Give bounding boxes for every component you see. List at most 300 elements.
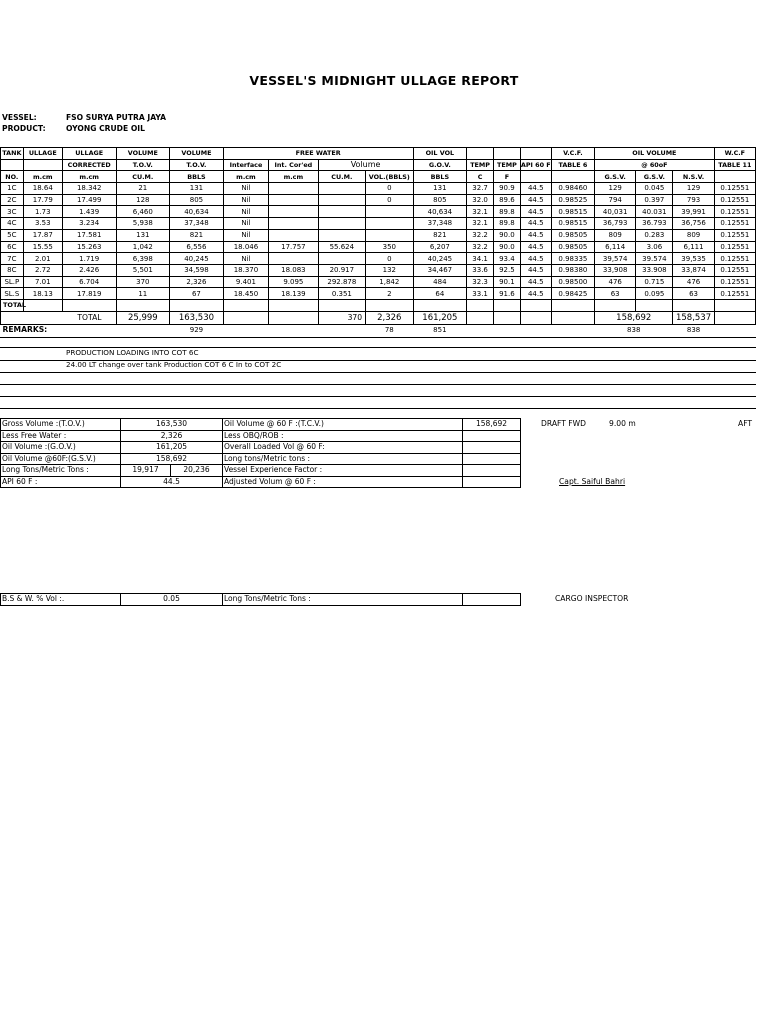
table-cell	[269, 183, 319, 195]
total-fw-bbls: 2,326	[366, 311, 413, 324]
oil-volume-gov-value: 161,205	[121, 442, 223, 454]
remarks-fw: 78	[366, 324, 413, 335]
table-cell: 6,460	[116, 206, 170, 218]
header-row-3	[1, 171, 756, 183]
bsw-value: 0.05	[121, 594, 223, 606]
table-cell: 809	[673, 229, 714, 241]
th-free-water: FREE WATER	[223, 148, 413, 160]
table-cell: 0.98505	[551, 241, 594, 253]
remarks-gov: 851	[413, 324, 467, 335]
table-cell: 809	[595, 229, 636, 241]
bsw-table	[0, 593, 521, 606]
table-cell: 0.12551	[714, 288, 755, 300]
table-cell: 18.64	[23, 183, 62, 195]
table-cell: 20.917	[318, 264, 365, 276]
table-cell: 33.1	[467, 288, 494, 300]
table-cell: 3.53	[23, 218, 62, 230]
table-cell: 793	[673, 194, 714, 206]
table-cell: 40,245	[170, 253, 224, 265]
table-cell: 44.5	[520, 229, 551, 241]
table-cell: 6C	[1, 241, 24, 253]
th-table6: TABLE 6	[551, 159, 594, 171]
th-gsv: G.S.V.	[636, 171, 673, 183]
table-cell: 44.5	[520, 253, 551, 265]
captain-name: Capt. Saiful Bahri	[559, 477, 626, 486]
total-gov: 161,205	[413, 311, 467, 324]
bsw-long-tons-label: Long Tons/Metric Tons :	[223, 594, 463, 606]
table-cell: 89.6	[493, 194, 520, 206]
table-cell: 2,326	[170, 276, 224, 288]
table-cell	[269, 206, 319, 218]
table-cell	[318, 194, 365, 206]
table-cell: 67	[170, 288, 224, 300]
table-cell: 0	[366, 253, 413, 265]
table-cell: 132	[366, 264, 413, 276]
remark-text-2: 24.00 LT change over tank Production COT 6 C In to COT 2C	[66, 360, 282, 369]
metric-tons-value: 20,236	[171, 465, 223, 477]
table-cell: 0.12551	[714, 218, 755, 230]
th-bbls: BBLS	[170, 171, 224, 183]
oil-volume-gov-label: Oil Volume :(G.O.V.)	[1, 442, 121, 454]
table-row	[1, 276, 756, 288]
table-cell: 0.12551	[714, 183, 755, 195]
table-cell: 0.12551	[714, 253, 755, 265]
table-cell: 32.7	[467, 183, 494, 195]
table-cell: 129	[673, 183, 714, 195]
table-row	[1, 288, 756, 300]
table-row	[1, 241, 756, 253]
table-cell: 18.370	[223, 264, 268, 276]
table-cell: 32.1	[467, 218, 494, 230]
table-cell	[318, 218, 365, 230]
table-cell	[269, 253, 319, 265]
long-tons-value	[463, 453, 521, 465]
th-wcf: W.C.F	[714, 148, 755, 160]
th-f: F	[493, 171, 520, 183]
long-tons-label: Long tons/Metric tons :	[223, 453, 463, 465]
table-cell: 44.5	[520, 264, 551, 276]
table-cell: Nil	[223, 194, 268, 206]
api-label: API 60 F :	[1, 476, 121, 488]
remark-line	[0, 337, 756, 338]
table-cell: 0.397	[636, 194, 673, 206]
remark-line	[0, 396, 756, 397]
product-label: PRODUCT:	[2, 124, 46, 133]
th-blank	[467, 148, 494, 160]
less-obq-value	[463, 430, 521, 442]
total-label-row	[1, 299, 756, 311]
overall-loaded-label: Overall Loaded Vol @ 60 F:	[223, 442, 463, 454]
table-cell: 17.581	[62, 229, 116, 241]
table-cell: 9.095	[269, 276, 319, 288]
table-cell: 44.5	[520, 194, 551, 206]
table-cell: 9.401	[223, 276, 268, 288]
vessel-value: FSO SURYA PUTRA JAYA	[66, 113, 167, 122]
vessel-label: VESSEL:	[2, 113, 37, 122]
table-row	[1, 253, 756, 265]
th-tov: T.O.V.	[116, 159, 170, 171]
table-cell: 17.79	[23, 194, 62, 206]
table-cell: 131	[116, 229, 170, 241]
table-cell: 32.2	[467, 229, 494, 241]
table-cell: 0.98460	[551, 183, 594, 195]
th-volume-bbls: VOLUME	[170, 148, 224, 160]
table-cell: 5,501	[116, 264, 170, 276]
table-cell: 6,114	[595, 241, 636, 253]
th-blank	[23, 159, 62, 171]
table-cell: 32.2	[467, 241, 494, 253]
table-cell: 0.351	[318, 288, 365, 300]
table-cell: 33,874	[673, 264, 714, 276]
table-cell	[366, 206, 413, 218]
gross-volume-value: 163,530	[121, 419, 223, 431]
table-cell	[269, 194, 319, 206]
oil-volume-tcv-label: Oil Volume @ 60 F :(T.C.V.)	[223, 419, 463, 431]
table-cell: 90.0	[493, 241, 520, 253]
remarks-gsv: 838	[595, 324, 673, 335]
table-cell: 39,991	[673, 206, 714, 218]
table-cell: 129	[595, 183, 636, 195]
table-cell: 17.757	[269, 241, 319, 253]
table-cell: 0	[366, 194, 413, 206]
table-cell: 0.095	[636, 288, 673, 300]
table-cell: 476	[673, 276, 714, 288]
th-nsv: N.S.V.	[673, 171, 714, 183]
remarks-label: REMARKS:	[1, 324, 117, 335]
table-cell: 91.6	[493, 288, 520, 300]
table-cell: 128	[116, 194, 170, 206]
table-cell: 1,042	[116, 241, 170, 253]
table-cell: 40.031	[636, 206, 673, 218]
total-fw-cum: 370	[318, 311, 365, 324]
table-cell: Nil	[223, 229, 268, 241]
table-row	[1, 264, 756, 276]
table-cell: 1.719	[62, 253, 116, 265]
th-blank	[714, 171, 755, 183]
table-cell: 6,207	[413, 241, 467, 253]
table-cell: 0.98525	[551, 194, 594, 206]
table-cell: 7.01	[23, 276, 62, 288]
table-cell: 0.98505	[551, 229, 594, 241]
th-temp-c: TEMP	[467, 159, 494, 171]
table-cell: 0.98425	[551, 288, 594, 300]
less-free-water-label: Less Free Water :	[1, 430, 121, 442]
table-cell: 131	[170, 183, 224, 195]
table-cell: 15.55	[23, 241, 62, 253]
table-cell	[366, 218, 413, 230]
total-row-label: TOTAL	[1, 299, 24, 311]
remarks-nsv: 838	[673, 324, 714, 335]
table-cell: 0.98335	[551, 253, 594, 265]
table-cell: 2.01	[23, 253, 62, 265]
remarks-row	[1, 324, 756, 335]
table-cell: 40,245	[413, 253, 467, 265]
th-mcm: m.cm	[269, 171, 319, 183]
table-cell: 805	[413, 194, 467, 206]
remarks-tov: 929	[170, 324, 224, 335]
table-cell: 40,031	[595, 206, 636, 218]
table-cell	[269, 218, 319, 230]
long-tons-value: 19,917	[121, 465, 171, 477]
table-cell: SL.P	[1, 276, 24, 288]
table-cell: 0.98515	[551, 206, 594, 218]
table-cell: Nil	[223, 253, 268, 265]
table-cell: 93.4	[493, 253, 520, 265]
th-vol-bbls: VOL.(BBLS)	[366, 171, 413, 183]
table-cell: SL.S	[1, 288, 24, 300]
table-cell: 0.12551	[714, 206, 755, 218]
table-cell: 63	[595, 288, 636, 300]
th-at-60f: @ 60oF	[595, 159, 715, 171]
table-cell: 18.139	[269, 288, 319, 300]
th-fw-volume: Volume	[318, 159, 413, 171]
oil-volume-gsv-label: Oil Volume @60F:(G.S.V.)	[1, 453, 121, 465]
aft-label: AFT	[738, 419, 753, 428]
table-cell: 34,598	[170, 264, 224, 276]
less-free-water-value: 2,326	[121, 430, 223, 442]
table-row	[1, 194, 756, 206]
table-row	[1, 206, 756, 218]
table-cell: 18.13	[23, 288, 62, 300]
table-cell: 17.819	[62, 288, 116, 300]
th-gov: G.O.V.	[413, 159, 467, 171]
table-cell: 39.574	[636, 253, 673, 265]
table-cell: 18.083	[269, 264, 319, 276]
remark-line	[0, 408, 756, 409]
table-cell: 40,634	[413, 206, 467, 218]
table-cell: 350	[366, 241, 413, 253]
table-cell: 32.3	[467, 276, 494, 288]
table-cell: 44.5	[520, 276, 551, 288]
th-no: NO.	[1, 171, 24, 183]
table-cell: 18.342	[62, 183, 116, 195]
totals-label: TOTAL	[1, 311, 117, 324]
less-obq-label: Less OBQ/ROB :	[223, 430, 463, 442]
table-cell: 484	[413, 276, 467, 288]
adjusted-volume-label: Adjusted Volum @ 60 F :	[223, 476, 463, 488]
table-cell: 2.72	[23, 264, 62, 276]
table-cell: 0.283	[636, 229, 673, 241]
table-cell: 44.5	[520, 218, 551, 230]
tank-table	[0, 147, 756, 335]
product-value: OYONG CRUDE OIL	[66, 124, 145, 133]
oil-volume-gsv-value: 158,692	[121, 453, 223, 465]
table-cell: 0.12551	[714, 264, 755, 276]
table-cell: 37,348	[413, 218, 467, 230]
table-cell: 805	[170, 194, 224, 206]
header-row-1	[1, 148, 756, 160]
table-cell: 40,634	[170, 206, 224, 218]
table-cell: 821	[413, 229, 467, 241]
adjusted-volume-value	[463, 476, 521, 488]
tank-rows	[1, 183, 756, 300]
table-cell: 0.12551	[714, 241, 755, 253]
summary-table	[0, 418, 521, 488]
table-cell: 90.0	[493, 229, 520, 241]
report-title: VESSEL'S MIDNIGHT ULLAGE REPORT	[249, 73, 519, 88]
table-cell: 476	[595, 276, 636, 288]
table-row	[1, 218, 756, 230]
table-cell: 0.98515	[551, 218, 594, 230]
table-cell: 0.98380	[551, 264, 594, 276]
table-cell: 370	[116, 276, 170, 288]
th-blank	[520, 171, 551, 183]
table-cell: 3.06	[636, 241, 673, 253]
th-cum: CU.M.	[116, 171, 170, 183]
table-cell: 36.793	[636, 218, 673, 230]
table-cell: 0.715	[636, 276, 673, 288]
table-cell: 0.12551	[714, 229, 755, 241]
table-cell: 90.1	[493, 276, 520, 288]
table-cell: 36,793	[595, 218, 636, 230]
table-cell: 3.234	[62, 218, 116, 230]
th-gsv: G.S.V.	[595, 171, 636, 183]
table-cell: 8C	[1, 264, 24, 276]
table-cell: 33.6	[467, 264, 494, 276]
th-oil-vol: OIL VOL	[413, 148, 467, 160]
table-cell: 292.878	[318, 276, 365, 288]
draft-fwd-value: 9.00 m	[609, 419, 636, 428]
table-cell	[318, 229, 365, 241]
th-api: API 60 F	[520, 161, 551, 170]
table-cell: 17.499	[62, 194, 116, 206]
th-blank	[1, 159, 24, 171]
table-cell: 0	[366, 183, 413, 195]
header-row-2	[1, 159, 756, 171]
overall-loaded-value	[463, 442, 521, 454]
th-mcm: m.cm	[223, 171, 268, 183]
table-cell: 89.8	[493, 206, 520, 218]
table-row	[1, 183, 756, 195]
table-cell: 90.9	[493, 183, 520, 195]
table-cell: Nil	[223, 218, 268, 230]
th-ullage: ULLAGE	[23, 148, 62, 160]
th-int-cored: Int. Cor'ed	[269, 159, 319, 171]
table-cell: 7C	[1, 253, 24, 265]
oil-volume-tcv-value: 158,692	[463, 419, 521, 431]
table-row	[1, 229, 756, 241]
table-cell	[269, 229, 319, 241]
table-cell: 5C	[1, 229, 24, 241]
th-ullage-corr: ULLAGE	[62, 148, 116, 160]
table-cell: 33,908	[595, 264, 636, 276]
table-cell: 37,348	[170, 218, 224, 230]
bsw-long-tons-value	[463, 594, 521, 606]
total-gsv: 158,692	[595, 311, 673, 324]
th-volume-cum: VOLUME	[116, 148, 170, 160]
table-cell: 0.98500	[551, 276, 594, 288]
table-cell: 36,756	[673, 218, 714, 230]
cargo-inspector: CARGO INSPECTOR	[555, 594, 629, 603]
th-tov: T.O.V.	[170, 159, 224, 171]
table-cell: 44.5	[520, 241, 551, 253]
table-cell: 89.8	[493, 218, 520, 230]
total-nsv: 158,537	[673, 311, 714, 324]
table-cell: 32.1	[467, 206, 494, 218]
bsw-label: B.S & W. % Vol :.	[1, 594, 121, 606]
th-c: C	[467, 171, 494, 183]
table-cell: Nil	[223, 183, 268, 195]
draft-fwd-label: DRAFT FWD	[541, 419, 587, 428]
table-cell: 2	[366, 288, 413, 300]
table-cell: 1.439	[62, 206, 116, 218]
table-cell: 21	[116, 183, 170, 195]
total-cum: 25,999	[116, 311, 170, 324]
th-tank: TANK	[2, 149, 22, 158]
vessel-experience-value	[463, 465, 521, 477]
table-cell: 55.624	[318, 241, 365, 253]
th-bbls: BBLS	[413, 171, 467, 183]
table-cell: 6.704	[62, 276, 116, 288]
table-cell: 64	[413, 288, 467, 300]
remark-text-1: PRODUCTION LOADING INTO COT 6C	[66, 348, 199, 357]
table-cell: 3C	[1, 206, 24, 218]
remark-line	[0, 384, 756, 385]
table-cell: 1C	[1, 183, 24, 195]
table-cell: 18.046	[223, 241, 268, 253]
th-oil-volume: OIL VOLUME	[595, 148, 715, 160]
table-cell: 6,398	[116, 253, 170, 265]
th-cum: CU.M.	[318, 171, 365, 183]
table-cell: 63	[673, 288, 714, 300]
table-cell: 15.263	[62, 241, 116, 253]
th-interface: Interface	[223, 159, 268, 171]
table-cell	[318, 206, 365, 218]
table-cell: 6,111	[673, 241, 714, 253]
table-cell: 4C	[1, 218, 24, 230]
table-cell: 44.5	[520, 206, 551, 218]
total-bbls: 163,530	[170, 311, 224, 324]
table-cell: 0.045	[636, 183, 673, 195]
th-temp-f: TEMP	[493, 159, 520, 171]
api-value: 44.5	[121, 476, 223, 488]
table-cell: 18.450	[223, 288, 268, 300]
table-cell: 17.87	[23, 229, 62, 241]
table-cell: 34,467	[413, 264, 467, 276]
th-corrected: CORRECTED	[62, 159, 116, 171]
table-cell: 794	[595, 194, 636, 206]
table-cell: 11	[116, 288, 170, 300]
th-table11: TABLE 11	[714, 159, 755, 171]
table-cell: 131	[413, 183, 467, 195]
table-cell: 92.5	[493, 264, 520, 276]
table-cell: 44.5	[520, 288, 551, 300]
table-cell: 5,938	[116, 218, 170, 230]
table-cell: 0.12551	[714, 194, 755, 206]
th-blank	[551, 171, 594, 183]
th-vcf: V.C.F.	[551, 148, 594, 160]
table-cell: 821	[170, 229, 224, 241]
th-mcm: m.cm	[62, 171, 116, 183]
table-cell	[318, 183, 365, 195]
th-blank	[493, 148, 520, 160]
table-cell: 39,535	[673, 253, 714, 265]
table-cell: 1,842	[366, 276, 413, 288]
table-cell: 34.1	[467, 253, 494, 265]
table-cell: 2.426	[62, 264, 116, 276]
table-cell	[318, 253, 365, 265]
table-cell: 33.908	[636, 264, 673, 276]
table-cell: Nil	[223, 206, 268, 218]
table-cell: 32.0	[467, 194, 494, 206]
th-mcm: m.cm	[23, 171, 62, 183]
table-cell: 39,574	[595, 253, 636, 265]
long-tons-metric-label: Long Tons/Metric Tons :	[1, 465, 121, 477]
table-cell: 6,556	[170, 241, 224, 253]
table-cell	[366, 229, 413, 241]
remark-line	[0, 372, 756, 373]
gross-volume-label: Gross Volume :(T.O.V.)	[1, 419, 121, 431]
